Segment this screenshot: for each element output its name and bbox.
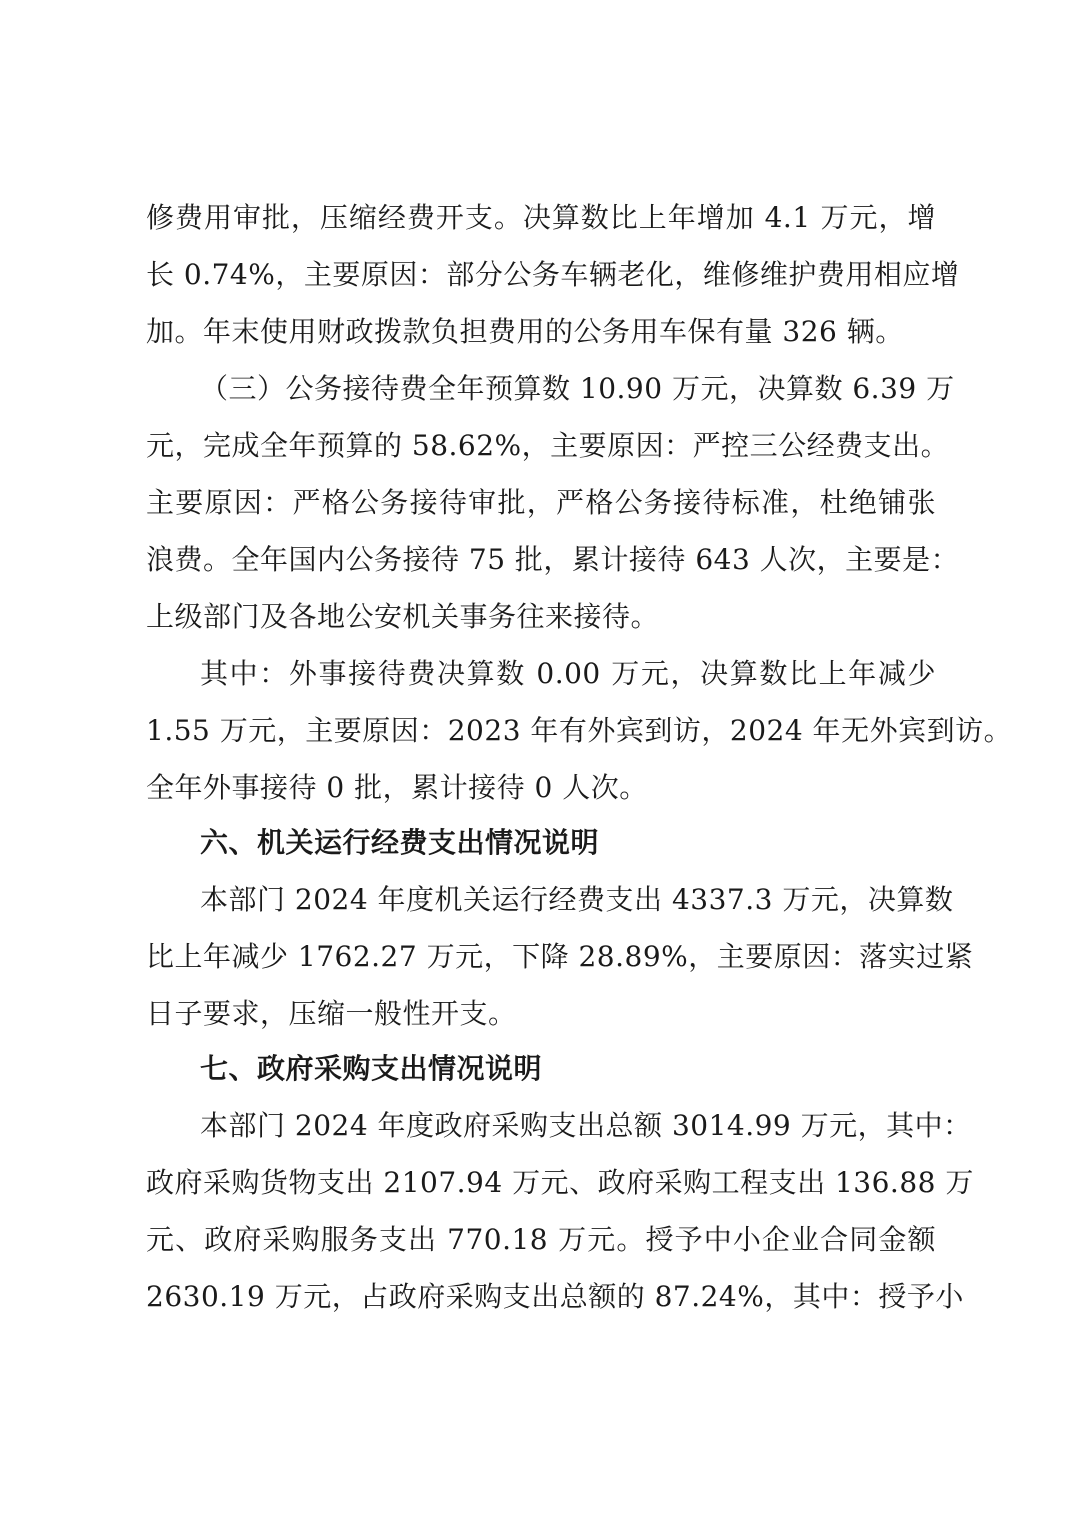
paragraph-line: 修费用审批，压缩经费开支。决算数比上年增加 4.1 万元，增 [146,201,936,234]
paragraph-line: 元，完成全年预算的 58.62%，主要原因：严控三公经费支出。 [146,429,950,462]
paragraph-line: 本部门 2024 年度机关运行经费支出 4337.3 万元，决算数 [200,883,954,916]
paragraph-line: 其中：外事接待费决算数 0.00 万元，决算数比上年减少 [200,657,936,690]
paragraph-line: 元、政府采购服务支出 770.18 万元。授予中小企业合同金额 [146,1223,936,1256]
paragraph-line: 政府采购货物支出 2107.94 万元、政府采购工程支出 136.88 万 [146,1166,974,1199]
paragraph-line: 主要原因：严格公务接待审批，严格公务接待标准，杜绝铺张 [146,486,936,519]
paragraph-line: 本部门 2024 年度政府采购支出总额 3014.99 万元，其中： [200,1109,972,1142]
section-heading-seven: 七、政府采购支出情况说明 [200,1052,543,1085]
paragraph-line: （三）公务接待费全年预算数 10.90 万元，决算数 6.39 万 [200,372,955,405]
paragraph-line: 全年外事接待 0 批，累计接待 0 人次。 [146,771,648,804]
paragraph-line: 长 0.74%，主要原因：部分公务车辆老化，维修维护费用相应增 [146,258,960,291]
paragraph-line: 浪费。全年国内公务接待 75 批，累计接待 643 人次，主要是： [146,543,960,576]
paragraph-line: 1.55 万元，主要原因：2023 年有外宾到访，2024 年无外宾到访。 [146,714,1013,747]
paragraph-line: 比上年减少 1762.27 万元，下降 28.89%，主要原因：落实过紧 [146,940,974,973]
paragraph-line: 2630.19 万元，占政府采购支出总额的 87.24%，其中：授予小 [146,1280,964,1313]
paragraph-line: 上级部门及各地公安机关事务往来接待。 [146,600,660,633]
paragraph-line: 加。年末使用财政拨款负担费用的公务用车保有量 326 辆。 [146,315,904,348]
section-heading-six: 六、机关运行经费支出情况说明 [200,826,600,859]
paragraph-line: 日子要求，压缩一般性开支。 [146,997,517,1030]
